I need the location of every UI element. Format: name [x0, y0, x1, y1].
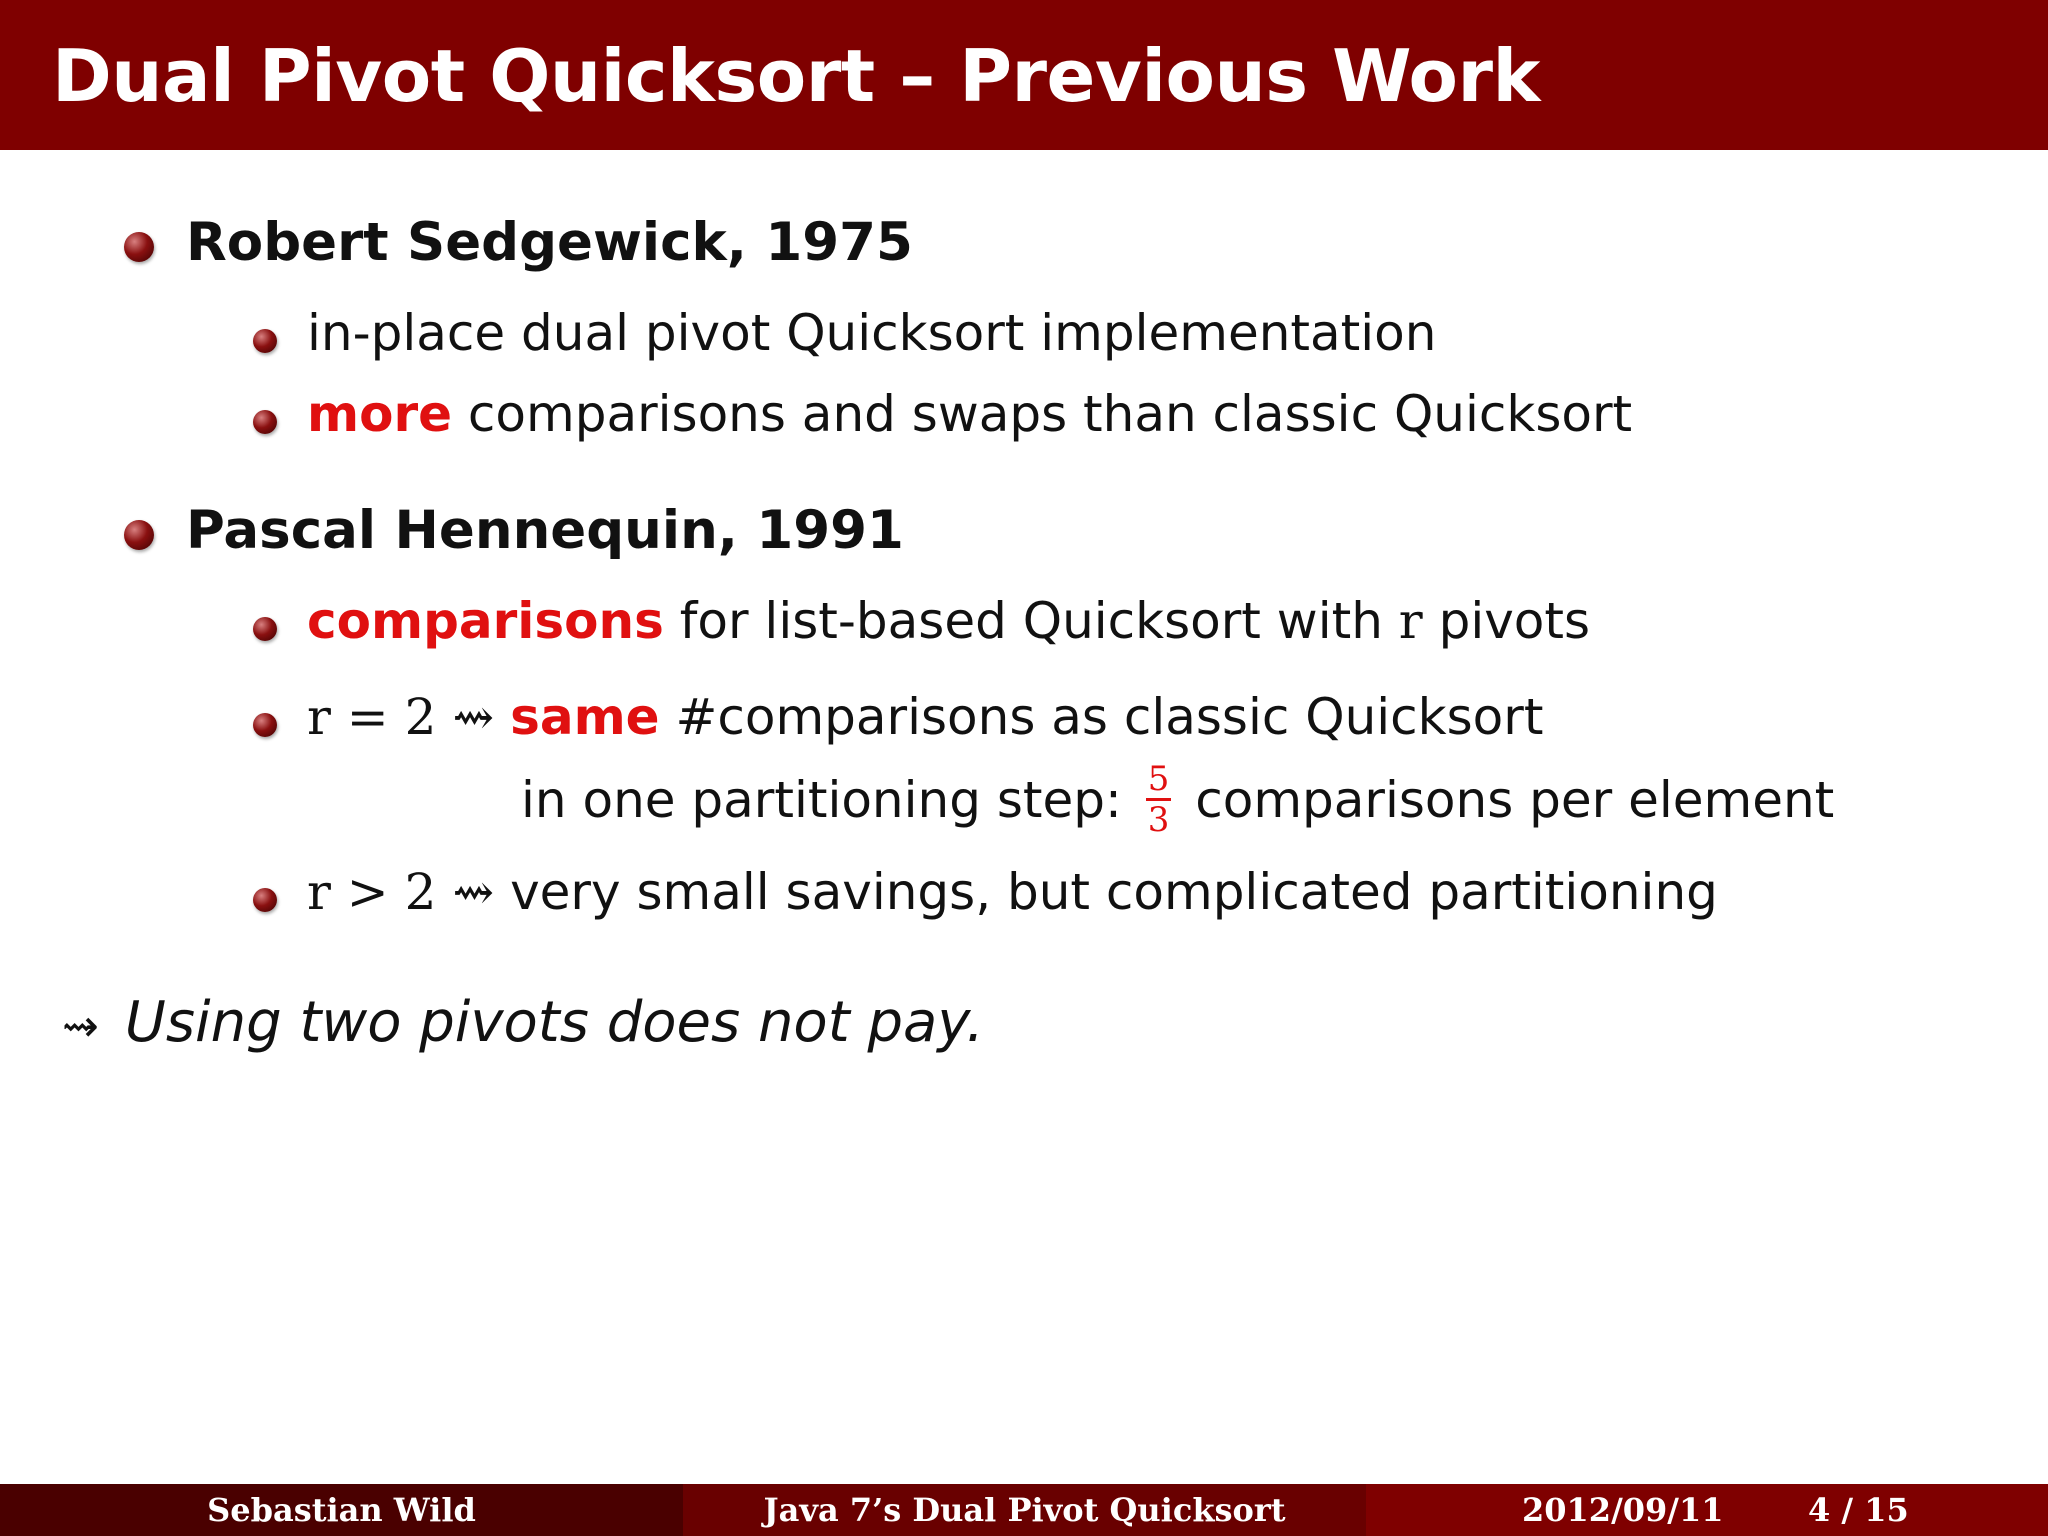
accent-more: more	[307, 385, 453, 443]
conclusion-text: Using two pivots does not pay.	[124, 990, 984, 1055]
accent-same: same	[510, 688, 660, 746]
math-r-equals-2: r = 2 ⇝	[307, 688, 511, 746]
math-var-r: r	[1398, 592, 1423, 650]
item-heading-sedgewick: Robert Sedgewick, 1975	[186, 212, 913, 273]
footer-right	[1366, 1484, 2048, 1536]
leadsto-arrow-icon: ⇝	[62, 1001, 99, 1052]
footer	[0, 1484, 2048, 1536]
sub-item-list-based	[307, 592, 1590, 650]
fraction-denominator: 3	[1147, 800, 1170, 840]
bullet-icon	[124, 232, 154, 262]
sub-item-text: very small savings, but complicated partitioning	[510, 863, 1718, 921]
fraction-numerator: 5	[1147, 759, 1170, 799]
sub-item-text: #comparisons as classic Quicksort	[659, 688, 1544, 746]
sub-item-text: in one partitioning step:	[521, 771, 1138, 829]
sub-bullet-icon	[253, 713, 277, 737]
accent-comparisons: comparisons	[307, 592, 664, 650]
sub-item-r-equals-2	[307, 688, 1543, 746]
sub-item-text: for list-based Quicksort with	[663, 592, 1399, 650]
sub-item-r-greater-2	[307, 863, 1718, 921]
sub-item-implementation: in-place dual pivot Quicksort implementation	[307, 304, 1437, 362]
footer-date: 2012/09/11	[1522, 1491, 1724, 1529]
title-bar	[0, 0, 2048, 150]
slide-title: Dual Pivot Quicksort – Previous Work	[52, 34, 1540, 118]
sub-item-text: pivots	[1422, 592, 1591, 650]
sub-bullet-icon	[253, 329, 277, 353]
conclusion	[62, 990, 984, 1055]
math-r-greater-2: r > 2 ⇝	[307, 863, 511, 921]
sub-item-partitioning-step	[521, 759, 1835, 841]
sub-item-text: comparisons and swaps than classic Quicksort	[452, 385, 1633, 443]
sub-item-text: comparisons per element	[1179, 771, 1835, 829]
sub-bullet-icon	[253, 617, 277, 641]
footer-page-number: 4 / 15	[1808, 1491, 1909, 1529]
sub-bullet-icon	[253, 410, 277, 434]
fraction-five-thirds	[1146, 759, 1172, 840]
sub-bullet-icon	[253, 888, 277, 912]
bullet-icon	[124, 520, 154, 550]
footer-author: Sebastian Wild	[0, 1484, 683, 1536]
sub-item-more-comparisons	[307, 385, 1632, 443]
footer-talk-title: Java 7’s Dual Pivot Quicksort	[683, 1484, 1366, 1536]
item-heading-hennequin: Pascal Hennequin, 1991	[186, 500, 904, 561]
